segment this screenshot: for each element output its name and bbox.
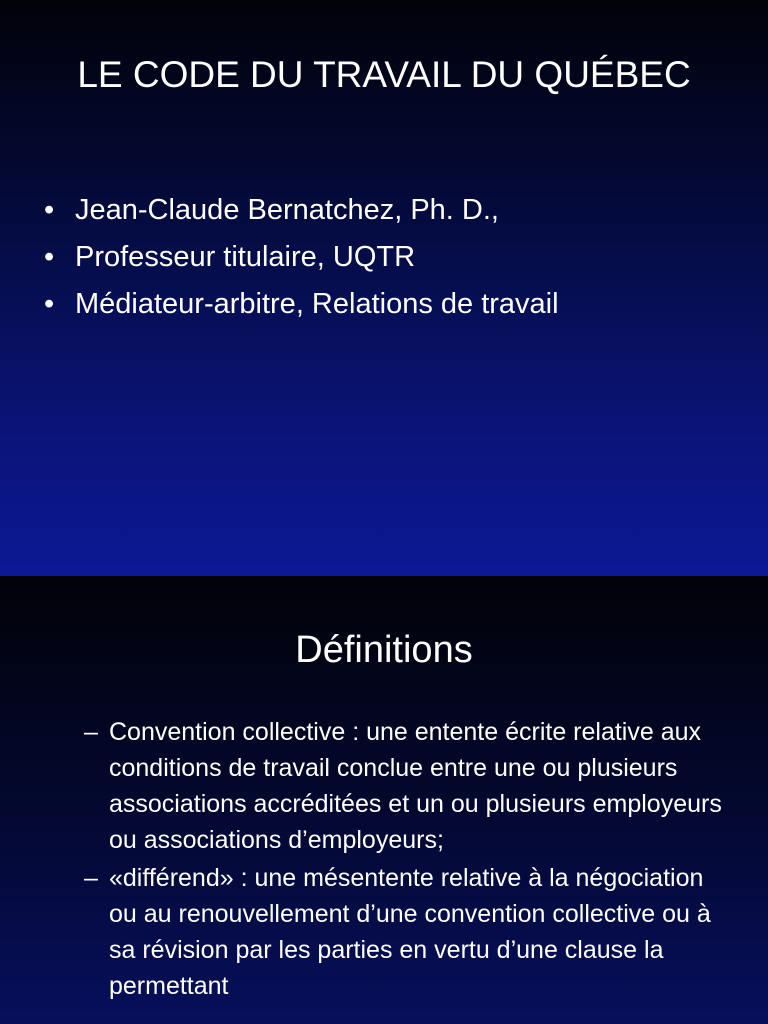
slide-2-title: Définitions [295,629,473,671]
list-item [44,281,559,328]
dash-icon: – [84,718,98,746]
definition-item [84,860,724,1004]
author-info-list [44,187,559,328]
bullet-icon: • [44,288,55,320]
definitions-list [84,714,724,1006]
definition-text: «différend» : une mésentente relative à la négociation ou au renouvellement d’une convention collective ou à sa révision par les parties en vertu d’une clause la permettant [109,864,711,1000]
slide-1-title: LE CODE DU TRAVAIL DU QUÉBEC [77,54,691,95]
author-role: Médiateur-arbitre, Relations de travail [75,288,559,320]
bullet-icon: • [44,194,55,226]
slide-definitions [0,576,768,1024]
author-position: Professeur titulaire, UQTR [75,241,416,273]
list-item [44,187,559,234]
bullet-icon: • [44,241,55,273]
author-name: Jean-Claude Bernatchez, Ph. D., [75,194,499,226]
definition-item [84,714,724,858]
definition-text: Convention collective : une entente écrite relative aux conditions de travail conclue entre une ou plusieurs associations accréditées et un ou plusieurs employeurs ou associations d’employeurs; [109,718,722,854]
dash-icon: – [84,864,98,892]
list-item [44,234,559,281]
